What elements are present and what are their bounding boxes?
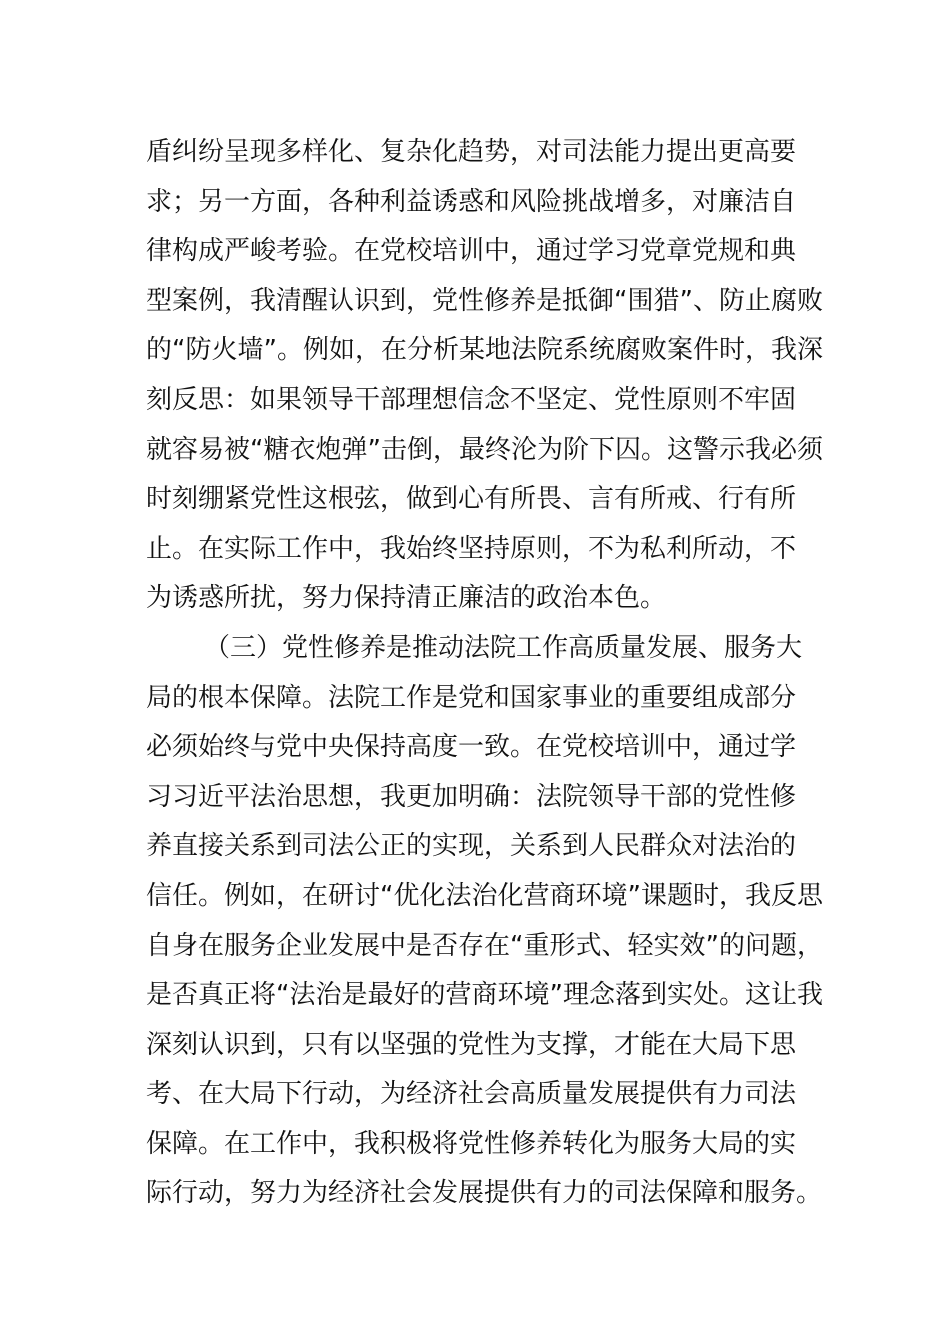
text-line: 养直接关系到司法公正的实现，关系到人民群众对法治的 [146, 831, 797, 862]
text-line: 考、在大局下行动，为经济社会高质量发展提供有力司法 [146, 1079, 797, 1110]
text-line: 刻反思：如果领导干部理想信念不坚定、党性原则不牢固 [146, 384, 797, 415]
text-line: 求；另一方面，各种利益诱惑和风险挑战增多，对廉洁自 [146, 186, 797, 217]
text-line: （三）党性修养是推动法院工作高质量发展、服务大 [204, 632, 803, 663]
text-line: 局的根本保障。法院工作是党和国家事业的重要组成部分 [146, 682, 797, 713]
text-line: 就容易被“糖衣炮弹”击倒，最终沦为阶下囚。这警示我必须 [146, 434, 823, 465]
text-line: 深刻认识到，只有以坚强的党性为支撑，才能在大局下思 [146, 1029, 797, 1060]
text-line: 保障。在工作中，我积极将党性修养转化为服务大局的实 [146, 1128, 797, 1159]
text-line: 为诱惑所扰，努力保持清正廉洁的政治本色。 [146, 583, 667, 614]
text-line: 必须始终与党中央保持高度一致。在党校培训中，通过学 [146, 732, 797, 763]
paragraph-1 [146, 128, 823, 624]
text-line: 型案例，我清醒认识到，党性修养是抵御“围猎”、防止腐败 [146, 285, 823, 316]
text-line: 际行动，努力为经济社会发展提供有力的司法保障和服务。 [146, 1178, 823, 1209]
document-body [146, 128, 823, 1219]
text-line: 时刻绷紧党性这根弦，做到心有所畏、言有所戒、行有所 [146, 484, 797, 515]
text-line: 自身在服务企业发展中是否存在“重形式、轻实效”的问题， [146, 930, 823, 961]
text-line: 是否真正将“法治是最好的营商环境”理念落到实处。这让我 [146, 980, 823, 1011]
text-line: 律构成严峻考验。在党校培训中，通过学习党章党规和典 [146, 236, 797, 267]
text-line: 盾纠纷呈现多样化、复杂化趋势，对司法能力提出更高要 [146, 137, 797, 167]
paragraph-2 [146, 624, 823, 1219]
text-line: 信任。例如，在研讨“优化法治化营商环境”课题时，我反思 [146, 880, 823, 911]
text-line: 习习近平法治思想，我更加明确：法院领导干部的党性修 [146, 781, 797, 812]
text-line: 的“防火墙”。例如，在分析某地法院系统腐败案件时，我深 [146, 335, 823, 366]
text-line: 止。在实际工作中，我始终坚持原则，不为私利所动，不 [146, 533, 797, 564]
